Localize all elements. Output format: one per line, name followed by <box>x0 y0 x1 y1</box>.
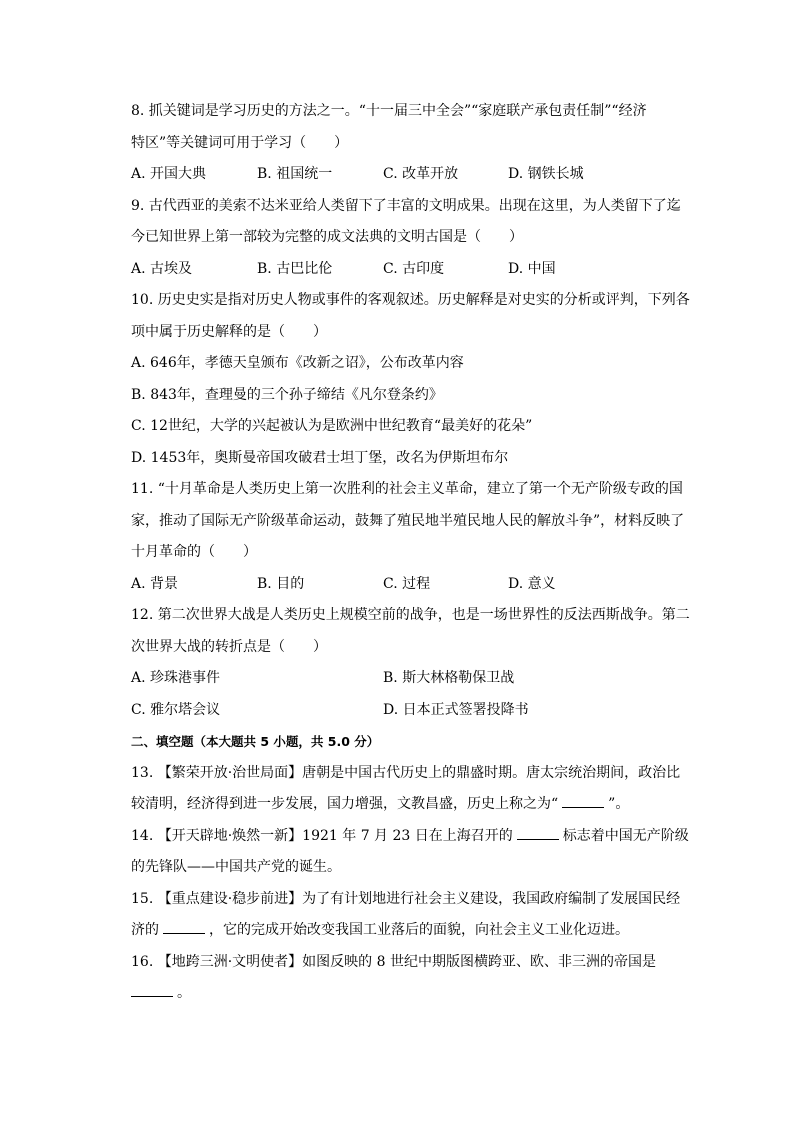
option-c: C. 过程 <box>383 575 431 592</box>
question-10-line-1: 10. 历史史实是指对历史人物或事件的客观叙述。历史解释是对史实的分析或评判，下列各 <box>131 292 690 308</box>
option-c: C. 12世纪，大学的兴起被认为是欧洲中世纪教育“最美好的花朵” <box>131 418 533 434</box>
question-13-text-before-blank: 较清明，经济得到进一步发展，国力增强，文教昌盛，历史上称之为“ <box>131 796 559 812</box>
question-12-line-2: 次世界大战的转折点是（ ） <box>131 638 327 655</box>
option-a: A. 开国大典 <box>131 166 207 182</box>
option-c: C. 古印度 <box>383 260 445 277</box>
question-14-text-before-blank: 14. 【开天辟地·焕然一新】1921 年 7 月 23 日在上海召开的 <box>131 827 513 844</box>
option-d: D. 日本正式签署投降书 <box>383 701 529 718</box>
answer-blank[interactable] <box>517 825 559 840</box>
option-b: B. 古巴比伦 <box>257 260 333 277</box>
section-heading: 二、填空题（本大题共 5 小题，共 5.0 分） <box>131 734 380 749</box>
question-8-line-2: 特区”等关键词可用于学习（ ） <box>131 134 349 151</box>
answer-blank[interactable] <box>562 793 604 808</box>
option-d: D. 中国 <box>508 260 556 277</box>
option-a: A. 646年，孝德天皇颁布《改新之诏》，公布改革内容 <box>131 355 464 371</box>
question-16-line-1: 16. 【地跨三洲·文明使者】如图反映的 8 世纪中期版图横跨亚、欧、非三洲的帝国是 <box>131 953 656 970</box>
option-b: B. 843年，查理曼的三个孙子缔结《凡尔登条约》 <box>131 386 443 403</box>
question-12-options-row-1 <box>131 663 691 695</box>
option-b: B. 目的 <box>257 575 305 592</box>
document-page <box>131 96 691 1010</box>
option-b: B. 祖国统一 <box>257 166 333 182</box>
question-16-line-2 <box>131 978 691 1010</box>
question-14-line-1 <box>131 821 691 853</box>
option-c: C. 雅尔塔会议 <box>131 701 221 718</box>
question-15-line-1: 15. 【重点建设·稳步前进】为了有计划地进行社会主义建设，我国政府编制了发展国民经 <box>131 890 681 907</box>
question-11-line-3: 十月革命的（ ） <box>131 544 257 560</box>
option-d: D. 1453年，奥斯曼帝国攻破君士坦丁堡，改名为伊斯坦布尔 <box>131 449 509 466</box>
question-14-text-after-blank: 标志着中国无产阶级 <box>562 827 689 844</box>
question-10-line-2: 项中属于历史解释的是（ ） <box>131 323 327 340</box>
question-13-line-1: 13. 【繁荣开放·治世局面】唐朝是中国古代历史上的鼎盛时期。唐太宗统治期间，政治比 <box>131 764 681 781</box>
question-11-options <box>131 569 691 601</box>
option-d: D. 意义 <box>508 575 556 592</box>
question-16-text-after-blank: 。 <box>177 985 191 1001</box>
question-15-text-after-blank: ，它的完成开始改变我国工业落后的面貌，向社会主义工业化迈进。 <box>209 922 629 938</box>
answer-blank[interactable] <box>131 982 173 997</box>
question-12-line-1: 12. 第二次世界大战是人类历史上规模空前的战争，也是一场世界性的反法西斯战争。第二 <box>131 607 690 623</box>
question-8-options <box>131 159 691 191</box>
question-12-options-row-2 <box>131 695 691 727</box>
question-11-line-2: 家，推动了国际无产阶级革命运动，鼓舞了殖民地半殖民地人民的解放斗争”，材料反映了 <box>131 512 685 529</box>
question-14-line-2: 的先锋队——中国共产党的诞生。 <box>131 859 341 875</box>
question-11-line-1: 11. “十月革命是人类历史上第一次胜利的社会主义革命，建立了第一个无产阶级专政的国 <box>131 481 683 497</box>
question-13-text-after-blank: ”。 <box>608 796 630 812</box>
option-b: B. 斯大林格勒保卫战 <box>383 670 515 686</box>
question-15-text-before-blank: 济的 <box>131 922 159 938</box>
question-9-options <box>131 254 691 286</box>
question-13-line-2 <box>131 789 691 821</box>
option-c: C. 改革开放 <box>383 166 459 182</box>
answer-blank[interactable] <box>163 919 205 934</box>
question-15-line-2 <box>131 915 691 947</box>
option-a: A. 古埃及 <box>131 260 193 277</box>
option-d: D. 钢铁长城 <box>508 166 584 182</box>
question-8-line-1: 8. 抓关键词是学习历史的方法之一。“十一届三中全会”“家庭联产承包责任制”“经济 <box>131 103 647 119</box>
question-9-line-2: 今已知世界上第一部较为完整的成文法典的文明古国是（ ） <box>131 229 523 245</box>
question-9-line-1: 9. 古代西亚的美索不达米亚给人类留下了丰富的文明成果。出现在这里，为人类留下了迄 <box>131 197 681 214</box>
option-a: A. 珍珠港事件 <box>131 670 221 686</box>
option-a: A. 背景 <box>131 575 179 592</box>
